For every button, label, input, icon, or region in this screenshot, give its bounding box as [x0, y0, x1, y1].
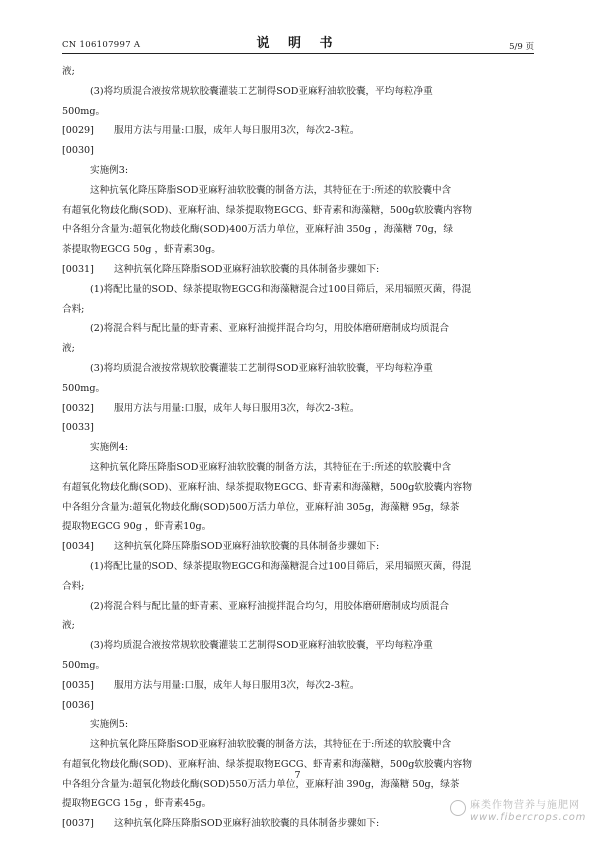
paragraph-number: [0034] [62, 541, 94, 553]
paragraph-line [62, 478, 534, 498]
line-text: (3)将均质混合液按常规软胶囊灌装工艺制得SOD亚麻籽油软胶囊，平均每粒净重 [90, 640, 433, 652]
paragraph-line [62, 636, 534, 656]
paragraph-line [62, 102, 534, 122]
line-text: 合料; [62, 303, 85, 315]
paragraph-line [62, 656, 534, 676]
line-text: (1)将配比量的SOD、绿茶提取物EGCG和海藻糖混合过100目筛后，采用辐照灭菌，得混 [90, 560, 472, 572]
paragraph-line-numbered [62, 260, 534, 280]
line-text: 合料; [62, 580, 85, 592]
paragraph-number: [0037] [62, 818, 94, 830]
paragraph-line-numbered [62, 696, 534, 716]
line-text: 实施例3: [90, 164, 129, 176]
header-divider [62, 53, 534, 54]
line-text: 这种抗氧化降压降脂SOD亚麻籽油软胶囊的制备方法，其特征在于:所述的软胶囊中含 [90, 739, 452, 751]
line-text: (2)将混合料与配比量的虾青素、亚麻籽油搅拌混合均匀，用胶体磨研磨制成均质混合 [90, 323, 449, 335]
paragraph-line [62, 161, 534, 181]
line-text: 500mg。 [62, 105, 106, 117]
line-text: 液; [62, 343, 75, 355]
line-text: 有超氧化物歧化酶(SOD)、亚麻籽油、绿茶提取物EGCG、虾青素和海藻糖，500g软胶囊内容物 [62, 204, 472, 216]
paragraph-line [62, 82, 534, 102]
line-text: (3)将均质混合液按常规软胶囊灌装工艺制得SOD亚麻籽油软胶囊，平均每粒净重 [90, 85, 433, 97]
paragraph-number: [0036] [62, 699, 94, 711]
line-text: 这种抗氧化降压降脂SOD亚麻籽油软胶囊的制备方法，其特征在于:所述的软胶囊中含 [90, 461, 452, 473]
paragraph-line [62, 577, 534, 597]
line-text: 中各组分含量为:超氧化物歧化酶(SOD)400万活力单位，亚麻籽油 350g ，海藻糖 70g，绿 [62, 224, 453, 236]
paragraph-line [62, 597, 534, 617]
line-text: 实施例4: [90, 442, 129, 454]
line-text: 这种抗氧化降压降脂SOD亚麻籽油软胶囊的具体制备步骤如下: [114, 541, 380, 553]
watermark-url: www.fibercrops.com [470, 812, 587, 823]
line-text: 提取物EGCG 90g ，虾青素10g。 [62, 521, 212, 533]
paragraph-number: [0030] [62, 145, 94, 157]
paragraph-number: [0032] [62, 402, 94, 414]
paragraph-line [62, 181, 534, 201]
paragraph-line-numbered [62, 121, 534, 141]
paragraph-line [62, 379, 534, 399]
page-of-total: 5/9 页 [509, 42, 534, 52]
document-title: 说 明 书 [256, 36, 340, 51]
line-text: (1)将配比量的SOD、绿茶提取物EGCG和海藻糖混合过100目筛后，采用辐照灭菌，得混 [90, 283, 472, 295]
line-text: 500mg。 [62, 659, 106, 671]
watermark-logo-icon [450, 800, 466, 816]
paragraph-line-numbered [62, 537, 534, 557]
line-text: 有超氧化物歧化酶(SOD)、亚麻籽油、绿茶提取物EGCG、虾青素和海藻糖，500g软胶囊内容物 [62, 481, 472, 493]
line-text: 实施例5: [90, 719, 129, 731]
paragraph-line [62, 339, 534, 359]
line-text: 服用方法与用量:口服，成年人每日服用3次，每次2-3粒。 [114, 402, 360, 414]
paragraph-line [62, 319, 534, 339]
paragraph-number: [0033] [62, 422, 94, 434]
paragraph-number: [0035] [62, 679, 94, 691]
paragraph-line [62, 201, 534, 221]
paragraph-number: [0031] [62, 263, 94, 275]
document-body [62, 62, 534, 834]
paragraph-line-numbered [62, 399, 534, 419]
paragraph-line [62, 517, 534, 537]
patent-number: CN 106107997 A [62, 40, 141, 50]
paragraph-line-numbered [62, 676, 534, 696]
paragraph-line [62, 62, 534, 82]
paragraph-line [62, 220, 534, 240]
paragraph-line-numbered [62, 418, 534, 438]
line-text: 有超氧化物歧化酶(SOD)、亚麻籽油、绿茶提取物EGCG、虾青素和海藻糖，500g软胶囊内容物 [62, 758, 472, 770]
page-header [62, 30, 534, 52]
paragraph-line-numbered [62, 814, 534, 834]
paragraph-number: [0029] [62, 125, 94, 137]
line-text: 这种抗氧化降压降脂SOD亚麻籽油软胶囊的具体制备步骤如下: [114, 818, 380, 830]
line-text: 茶提取物EGCG 50g ，虾青素30g。 [62, 244, 221, 256]
paragraph-line [62, 458, 534, 478]
paragraph-line [62, 359, 534, 379]
line-text: 500mg。 [62, 382, 106, 394]
line-text: 这种抗氧化降压降脂SOD亚麻籽油软胶囊的具体制备步骤如下: [114, 263, 380, 275]
line-text: (2)将混合料与配比量的虾青素、亚麻籽油搅拌混合均匀，用胶体磨研磨制成均质混合 [90, 600, 449, 612]
watermark-site-name: 麻类作物营养与施肥网 [470, 800, 580, 811]
paragraph-line [62, 498, 534, 518]
paragraph-line [62, 616, 534, 636]
line-text: 提取物EGCG 15g ，虾青素45g。 [62, 798, 212, 810]
paragraph-line [62, 735, 534, 755]
paragraph-line [62, 715, 534, 735]
line-text: 液; [62, 620, 75, 632]
paragraph-line [62, 438, 534, 458]
line-text: (3)将均质混合液按常规软胶囊灌装工艺制得SOD亚麻籽油软胶囊，平均每粒净重 [90, 362, 433, 374]
line-text: 中各组分含量为:超氧化物歧化酶(SOD)550万活力单位，亚麻籽油 390g，海藻糖 50g，绿茶 [62, 778, 460, 790]
line-text: 液; [62, 66, 75, 77]
paragraph-line-numbered [62, 141, 534, 161]
line-text: 中各组分含量为:超氧化物歧化酶(SOD)500万活力单位，亚麻籽油 305g，海藻糖 95g，绿茶 [62, 501, 460, 513]
paragraph-line [62, 300, 534, 320]
paragraph-line [62, 280, 534, 300]
line-text: 这种抗氧化降压降脂SOD亚麻籽油软胶囊的制备方法，其特征在于:所述的软胶囊中含 [90, 184, 452, 196]
paragraph-line [62, 240, 534, 260]
line-text: 服用方法与用量:口服，成年人每日服用3次，每次2-3粒。 [114, 679, 360, 691]
page-number: 7 [294, 770, 301, 781]
line-text: 服用方法与用量:口服，成年人每日服用3次，每次2-3粒。 [114, 125, 360, 137]
paragraph-line [62, 557, 534, 577]
